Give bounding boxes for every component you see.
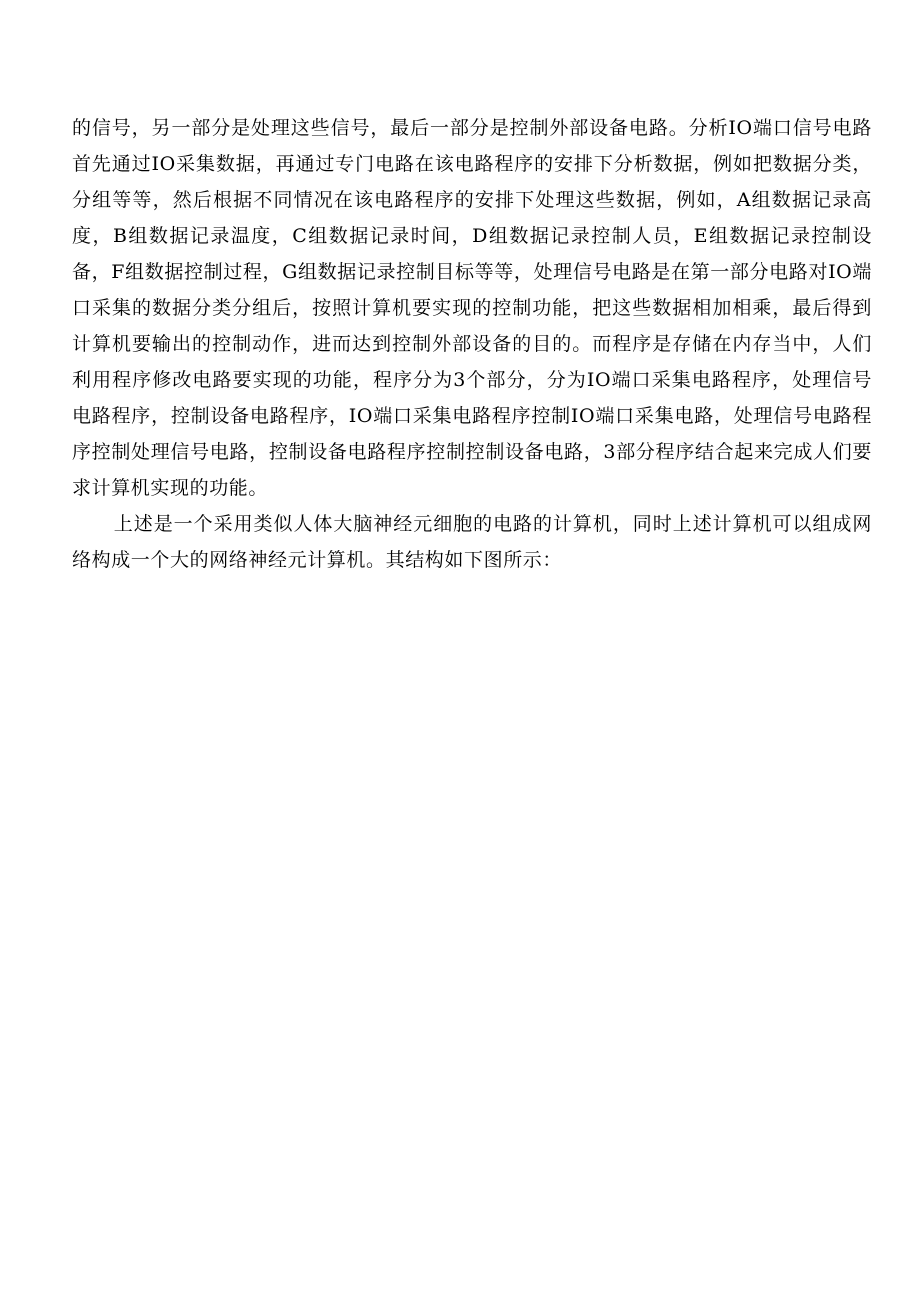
paragraph-network-intro: 上述是一个采用类似人体大脑神经元细胞的电路的计算机，同时上述计算机可以组成网络构成一个大的网络神经元计算机。其结构如下图所示： xyxy=(72,513,872,571)
paragraph-continued: 的信号，另一部分是处理这些信号，最后一部分是控制外部设备电路。分析IO端口信号电路首先通过IO采集数据，再通过专门电路在该电路程序的安排下分析数据，例如把数据分类，分组等等，然后根据不同情况在该电路程序的安排下处理这些数据，例如，A组数据记录高度，B组数据记录温度，C组数据记录时间，D组数据记录控制人员，E组数据记录控制设备，F组数据控制过程，G组数据记录控制目标等等，处理信号电路是在第一部分电路对IO端口采集的数据分类分组后，按照计算机要实现的控制功能，把这些数据相加相乘，最后得到计算机要输出的控制动作，进而达到控制外部设备的目的。而程序是存储在内存当中，人们利用程序修改电路要实现的功能，程序分为3个部分，分为IO端口采集电路程序，处理信号电路程序，控制设备电路程序，IO端口采集电路程序控制IO端口采集电路，处理信号电路程序控制处理信号电路，控制设备电路程序控制控制设备电路，3部分程序结合起来完成人们要求计算机实现的功能。 xyxy=(72,117,872,499)
body-text xyxy=(72,110,872,578)
